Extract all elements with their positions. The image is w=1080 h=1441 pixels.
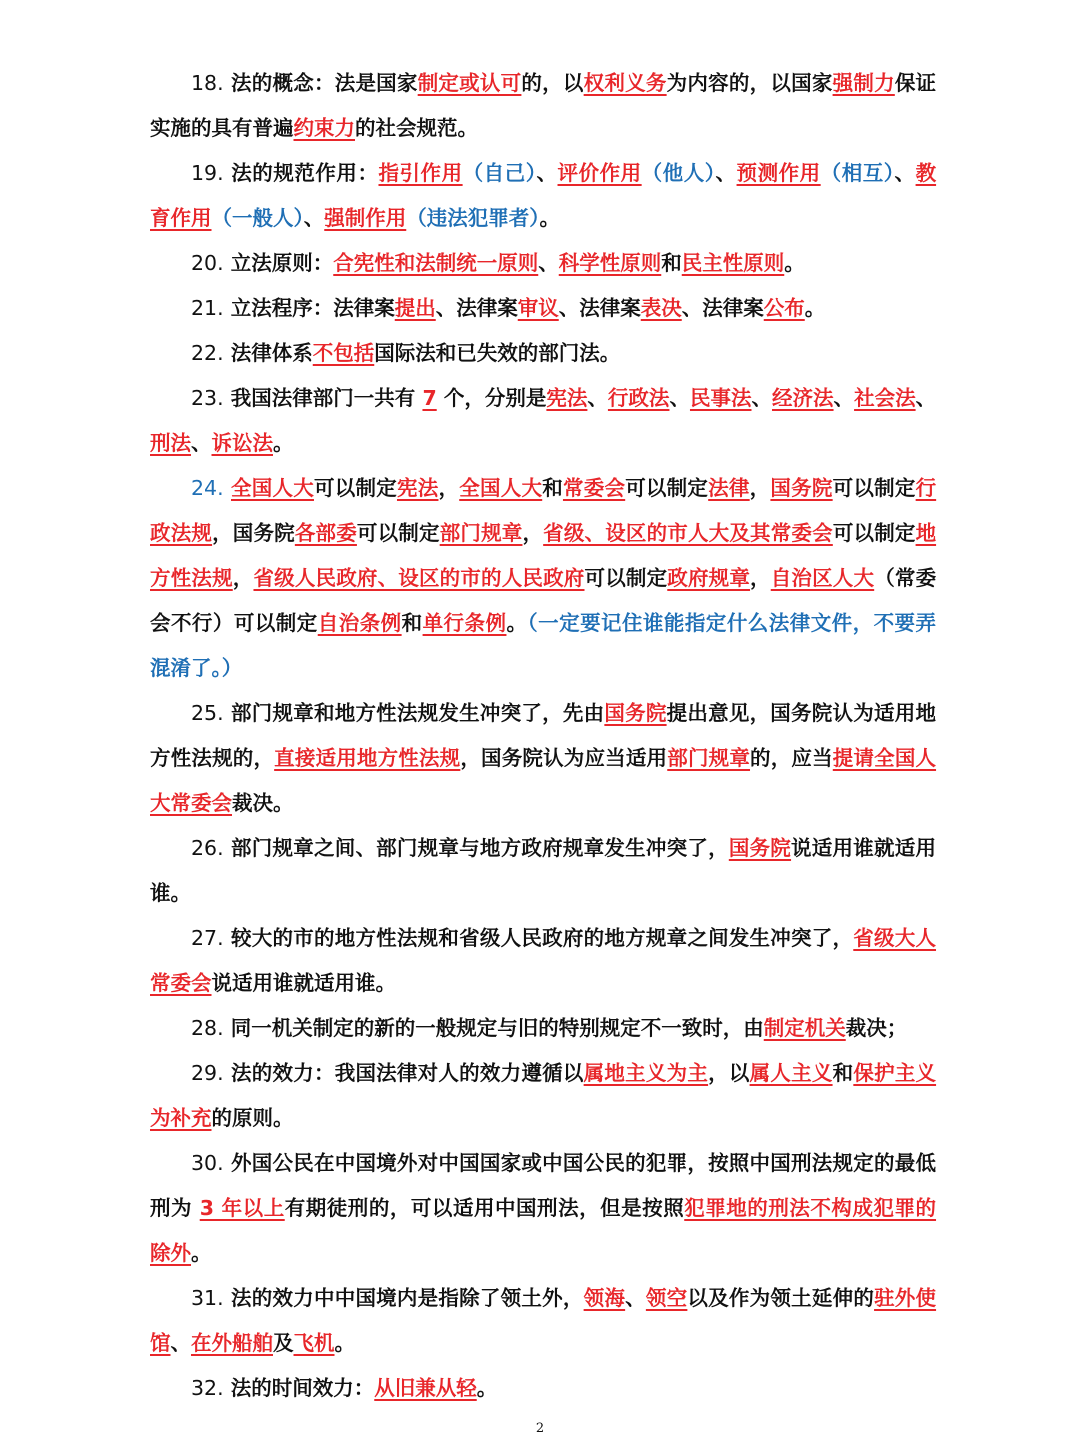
text-segment: 。	[506, 611, 528, 635]
highlighted-keyword: 行政法	[607, 386, 670, 410]
text-segment: 可以制定	[356, 521, 440, 545]
item-number: 31.	[191, 1286, 224, 1310]
item-number: 22.	[191, 341, 224, 365]
text-segment: 裁决；	[845, 1016, 908, 1040]
paragraph-p26	[150, 826, 936, 916]
item-number: 30.	[191, 1151, 224, 1175]
text-segment: 和	[542, 476, 563, 500]
text-segment: 和	[832, 1061, 854, 1085]
item-number: 23.	[191, 386, 224, 410]
text-segment: 、	[587, 386, 608, 410]
text-segment: 立法原则：	[223, 251, 334, 275]
item-number: 20.	[191, 251, 224, 275]
text-segment: 。	[539, 206, 560, 230]
item-number: 24.	[191, 476, 224, 500]
paragraph-p19	[150, 151, 936, 241]
highlighted-keyword: 政府规章	[667, 566, 751, 590]
text-segment: 和	[401, 611, 423, 635]
page-number: 2	[535, 1421, 545, 1436]
text-segment: ，	[522, 521, 544, 545]
text-segment: 。	[191, 1241, 212, 1265]
highlighted-keyword: 省级、设区的市人大及其常委会	[543, 521, 833, 545]
paragraph-p32	[150, 1366, 936, 1411]
item-number: 29.	[191, 1061, 224, 1085]
highlighted-keyword: 省级大人常委会	[150, 926, 937, 995]
highlighted-keyword: 单行条例	[422, 611, 507, 635]
highlighted-keyword: 全国人大	[459, 476, 543, 500]
paragraph-p20	[150, 241, 936, 286]
text-segment: 法的时间效力：	[223, 1376, 375, 1400]
highlighted-keyword: 法律	[708, 476, 750, 500]
text-segment: 、	[715, 161, 737, 185]
highlighted-keyword: 民事法	[689, 386, 752, 410]
text-segment: 部门规章之间、部门规章与地方政府规章发生冲突了，	[223, 836, 729, 860]
text-segment: 、	[536, 161, 558, 185]
item-number: 19.	[191, 161, 224, 185]
highlighted-keyword: 国务院	[604, 701, 667, 725]
text-segment: 、	[833, 386, 855, 410]
text-segment: 、	[170, 1331, 191, 1355]
highlighted-keyword: 省级人民政府、设区的市的人民政府	[253, 566, 585, 590]
highlighted-keyword: 评价作用	[557, 161, 642, 185]
highlighted-keyword: 部门规章	[667, 746, 751, 770]
text-segment: 为内容的，以国家	[666, 71, 833, 95]
text-segment: 、法律案	[435, 296, 518, 320]
paragraph-p31	[150, 1276, 936, 1366]
text-segment: 的，以	[521, 71, 584, 95]
paragraph-p24	[150, 466, 936, 691]
highlighted-keyword: 制定或认可	[417, 71, 522, 95]
highlighted-keyword: 在外船舶	[191, 1331, 273, 1355]
text-segment: 法的规范作用：	[223, 161, 379, 185]
highlighted-keyword: 社会法	[854, 386, 916, 410]
highlighted-keyword: 常委会	[562, 476, 626, 500]
text-segment: 说适用谁就适用谁。	[150, 836, 937, 905]
text-segment: 、法律案	[558, 296, 641, 320]
text-segment: 。	[476, 1376, 498, 1400]
text-segment: 。	[334, 1331, 355, 1355]
text-segment: 可以制定	[625, 476, 709, 500]
highlighted-keyword: 权利义务	[583, 71, 667, 95]
text-segment: 。	[784, 251, 805, 275]
highlighted-keyword: 经济法	[772, 386, 834, 410]
text-segment: 较大的市的地方性法规和省级人民政府的地方规章之间发生冲突了，	[223, 926, 854, 950]
highlighted-keyword: 制定机关	[763, 1016, 846, 1040]
highlighted-keyword: 指引作用	[378, 161, 463, 185]
highlighted-keyword: 提出	[394, 296, 436, 320]
text-segment: 可以制定	[313, 476, 397, 500]
highlighted-keyword: 直接适用地方性法规	[274, 746, 461, 770]
highlighted-keyword: 合宪性和法制统一原则	[333, 251, 539, 275]
highlighted-keyword: 全国人大	[231, 476, 314, 500]
highlighted-keyword: 3 年以上	[199, 1196, 285, 1220]
item-number: 32.	[191, 1376, 224, 1400]
text-segment: （常委会不行）可以制定	[150, 566, 937, 635]
text-segment: 及	[273, 1331, 294, 1355]
highlighted-keyword: 国务院	[728, 836, 792, 860]
note-text: （他人）	[641, 161, 716, 185]
highlighted-keyword: 教育作用	[150, 161, 937, 230]
text-segment: 法的概念：法是国家	[223, 71, 418, 95]
text-segment: 、	[894, 161, 916, 185]
text-segment: 以及作为领土延伸的	[687, 1286, 875, 1310]
item-number: 21.	[191, 296, 224, 320]
item-number: 26.	[191, 836, 224, 860]
text-segment: ，国务院认为应当适用	[460, 746, 668, 770]
text-segment: 法的效力中中国境内是指除了领土外，	[223, 1286, 584, 1310]
highlighted-keyword: 自治区人大	[770, 566, 875, 590]
text-segment: 有期徒刑的，可以适用中国刑法，但是按照	[284, 1196, 685, 1220]
highlighted-keyword: 不包括	[312, 341, 375, 365]
paragraph-p21	[150, 286, 936, 331]
text-segment: 、	[625, 1286, 646, 1310]
highlighted-keyword: 属地主义为主	[583, 1061, 709, 1085]
text-segment: 同一机关制定的新的一般规定与旧的特别规定不一致时，由	[223, 1016, 764, 1040]
text-segment: 、	[915, 386, 937, 410]
text-segment: ，	[749, 476, 771, 500]
paragraph-p29	[150, 1051, 936, 1141]
text-segment: 个，分别是	[436, 386, 547, 410]
text-segment: 、法律案	[681, 296, 764, 320]
text-segment: 我国法律部门一共有	[223, 386, 423, 410]
highlighted-keyword: 诉讼法	[211, 431, 273, 455]
text-segment: 。	[804, 296, 826, 320]
highlighted-keyword: 从旧兼从轻	[374, 1376, 477, 1400]
highlighted-keyword: 各部委	[294, 521, 357, 545]
text-segment: ，	[232, 566, 254, 590]
text-segment: 、	[669, 386, 690, 410]
text-segment: 、	[538, 251, 559, 275]
item-number: 27.	[191, 926, 224, 950]
highlighted-keyword: 强制力	[832, 71, 895, 95]
highlighted-keyword: 7	[422, 386, 437, 410]
item-number: 28.	[191, 1016, 224, 1040]
text-segment: 可以制定	[584, 566, 668, 590]
text-segment: 法律体系	[223, 341, 313, 365]
text-segment: 的，应当	[750, 746, 833, 770]
highlighted-keyword: 强制作用	[324, 206, 407, 230]
text-segment: 和	[661, 251, 682, 275]
highlighted-keyword: 驻外使馆	[150, 1286, 937, 1355]
text-segment	[224, 476, 231, 500]
highlighted-keyword: 犯罪地的刑法不构成犯罪的除外	[150, 1196, 937, 1265]
note-text: （一般人）	[211, 206, 304, 230]
text-segment: 、	[751, 386, 773, 410]
highlighted-keyword: 领空	[645, 1286, 688, 1310]
highlighted-keyword: 行政法规	[150, 476, 937, 545]
text-segment: 外国公民在中国境外对中国国家或中国公民的犯罪，按照中国刑法规定的最低刑为	[150, 1151, 936, 1220]
paragraph-p25	[150, 691, 936, 826]
highlighted-keyword: 科学性原则	[558, 251, 662, 275]
text-segment: 部门规章和地方性法规发生冲突了，先由	[223, 701, 605, 725]
text-segment: 可以制定	[832, 521, 916, 545]
highlighted-keyword: 约束力	[293, 116, 355, 140]
highlighted-keyword: 预测作用	[736, 161, 821, 185]
paragraph-p22	[150, 331, 936, 376]
text-segment: 的社会规范。	[355, 116, 478, 140]
text-segment: 说适用谁就适用谁。	[211, 971, 396, 995]
item-number: 18.	[191, 71, 224, 95]
text-segment: ，	[750, 566, 771, 590]
text-segment: 法的效力：我国法律对人的效力遵循以	[223, 1061, 584, 1085]
note-text: （一定要记住谁能指定什么法律文件，不要弄混淆了。）	[150, 611, 937, 680]
text-segment: 、	[303, 206, 325, 230]
highlighted-keyword: 公布	[763, 296, 805, 320]
highlighted-keyword: 自治条例	[317, 611, 402, 635]
note-text: （自己）	[462, 161, 537, 185]
highlighted-keyword: 宪法	[396, 476, 439, 500]
text-segment: 。	[273, 431, 294, 455]
text-segment: 的原则。	[211, 1106, 294, 1130]
highlighted-keyword: 国务院	[770, 476, 833, 500]
text-segment: 裁决。	[232, 791, 294, 815]
highlighted-keyword: 保护主义为补充	[150, 1061, 937, 1130]
text-segment: 、	[191, 431, 212, 455]
text-segment: ，以	[708, 1061, 750, 1085]
highlighted-keyword: 飞机	[293, 1331, 335, 1355]
highlighted-keyword: 地方性法规	[150, 521, 937, 590]
highlighted-keyword: 民主性原则	[681, 251, 785, 275]
paragraph-p18	[150, 61, 936, 151]
text-segment: ，	[438, 476, 460, 500]
highlighted-keyword: 宪法	[546, 386, 588, 410]
text-segment: 可以制定	[832, 476, 916, 500]
note-text: （违法犯罪者）	[406, 206, 540, 230]
paragraph-p30	[150, 1141, 936, 1276]
highlighted-keyword: 审议	[517, 296, 559, 320]
document-body	[150, 61, 936, 1411]
highlighted-keyword: 属人主义	[749, 1061, 833, 1085]
paragraph-p23	[150, 376, 936, 466]
item-number: 25.	[191, 701, 224, 725]
text-segment: 保证实施的具有普遍	[150, 71, 937, 140]
paragraph-p28	[150, 1006, 936, 1051]
highlighted-keyword: 部门规章	[439, 521, 523, 545]
highlighted-keyword: 表决	[640, 296, 682, 320]
highlighted-keyword: 刑法	[150, 431, 191, 455]
text-segment: 立法程序：法律案	[223, 296, 395, 320]
highlighted-keyword: 提请全国人大常委会	[150, 746, 937, 815]
note-text: （相互）	[820, 161, 895, 185]
text-segment: 提出意见，国务院认为适用地方性法规的，	[150, 701, 937, 770]
highlighted-keyword: 领海	[583, 1286, 626, 1310]
paragraph-p27	[150, 916, 936, 1006]
text-segment: ，国务院	[212, 521, 295, 545]
text-segment: 国际法和已失效的部门法。	[374, 341, 621, 365]
